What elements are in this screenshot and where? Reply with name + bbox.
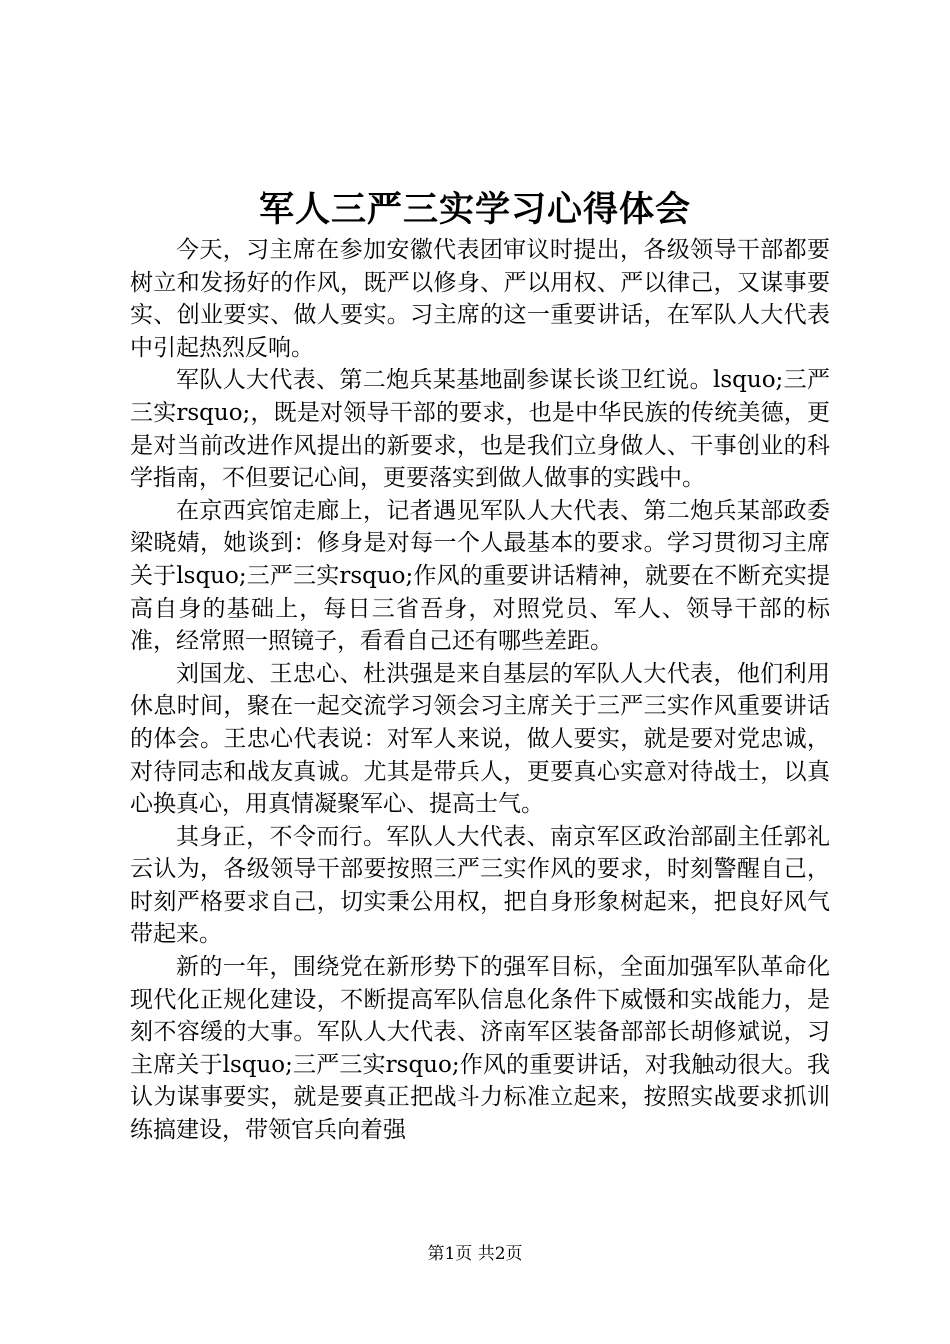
paragraph-2: 军队人大代表、第二炮兵某基地副参谋长谈卫红说。lsquo;三严三实rsquo;，既是对领导干部的要求，也是中华民族的传统美德，更是对当前改进作风提出的新要求，也是我们立身做人、干事创业的科学指南，不但要记心间，更要落实到做人做事的实践中。 [130,367,830,492]
paragraph-4: 刘国龙、王忠心、杜洪强是来自基层的军队人大代表，他们利用休息时间，聚在一起交流学习领会习主席关于三严三实作风重要讲话的体会。王忠心代表说：对军人来说，做人要实，就是要对党忠诚，对待同志和战友真诚。尤其是带兵人，更要真心实意对待战士，以真心换真心，用真情凝聚军心、提高士气。 [130,660,830,818]
page-number-footer: 第1页 共2页 [427,1244,523,1264]
document-body [130,234,830,1147]
paragraph-1: 今天，习主席在参加安徽代表团审议时提出，各级领导干部都要树立和发扬好的作风，既严以修身、严以用权、严以律己，又谋事要实、创业要实、做人要实。习主席的这一重要讲话，在军队人大代表中引起热烈反响。 [130,237,830,361]
document-title: 军人三严三实学习心得体会 [258,189,691,230]
paragraph-6: 新的一年，围绕党在新形势下的强军目标，全面加强军队革命化现代化正规化建设，不断提高军队信息化条件下威慑和实战能力，是刻不容缓的大事。军队人大代表、济南军区装备部部长胡修斌说，习主席关于lsquo;三严三实rsquo;作风的重要讲话，对我触动很大。我认为谋事要实，就是要真正把战斗力标准立起来，按照实战要求抓训练搞建设，带领官兵向着强 [130,954,830,1144]
paragraph-3: 在京西宾馆走廊上，记者遇见军队人大代表、第二炮兵某部政委梁晓婧，她谈到：修身是对每一个人最基本的要求。学习贯彻习主席关于lsquo;三严三实rsquo;作风的重要讲话精神，就要在不断充实提高自身的基础上，每日三省吾身，对照党员、军人、领导干部的标准，经常照一照镜子，看看自己还有哪些差距。 [130,497,830,655]
paragraph-5: 其身正，不令而行。军队人大代表、南京军区政治部副主任郭礼云认为，各级领导干部要按照三严三实作风的要求，时刻警醒自己，时刻严格要求自己，切实秉公用权，把自身形象树起来，把良好风气带起来。 [130,823,830,948]
